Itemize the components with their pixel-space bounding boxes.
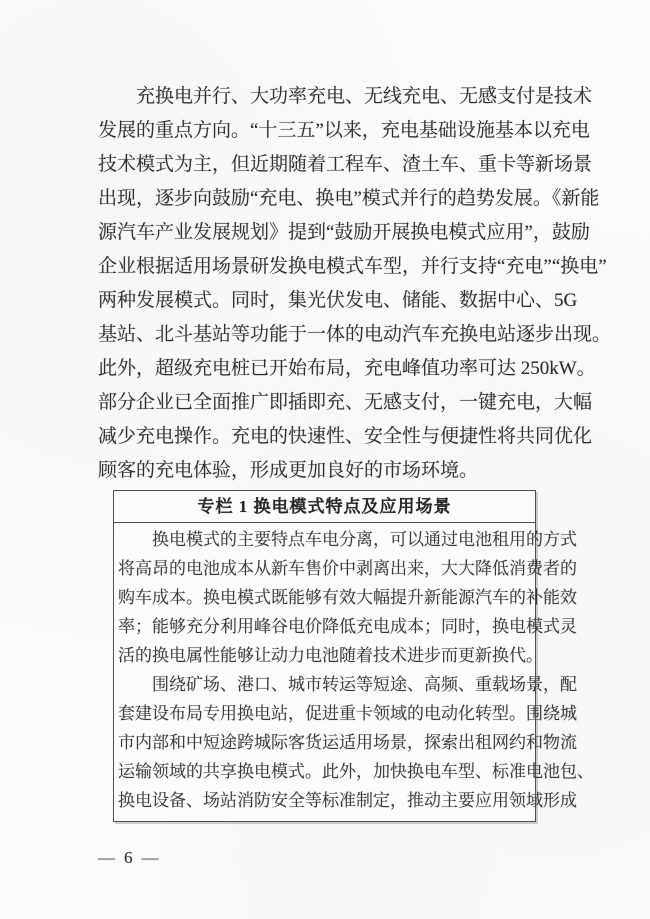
callout-box-title: 专栏 1 换电模式特点及应用场景	[114, 491, 535, 523]
text-line: 套建设布局专用换电站，促进重卡领域的电动化转型。围绕城	[118, 704, 577, 723]
callout-box-body	[114, 523, 594, 821]
text-line: 换电设备、场站消防安全等标准制定，推动主要应用领域形成	[118, 791, 577, 810]
text-line: 两种发展模式。同时，集光伏发电、储能、数据中心、5G	[98, 290, 578, 311]
text-line: 将高昂的电池成本从新车售价中剥离出来，大大降低消费者的	[118, 559, 577, 578]
text-line: 充换电并行、大功率充电、无线充电、无感支付是技术	[136, 86, 593, 107]
text-line: 出现，逐步向鼓励“充电、换电”模式并行的趋势发展。《新能	[98, 188, 600, 209]
text-line: 此外，超级充电桩已开始布局，充电峰值功率可达 250kW。	[98, 358, 596, 379]
body-paragraph	[98, 80, 612, 488]
text-line: 市内部和中短途跨城际客货运适用场景，探索出租网约和物流	[118, 733, 577, 752]
text-line: 技术模式为主，但近期随着工程车、渣土车、重卡等新场景	[98, 154, 593, 175]
text-line: 源汽车产业发展规划》提到“鼓励开展换电模式应用”，鼓励	[98, 222, 590, 243]
text-line: 率；能够充分利用峰谷电价降低充电成本；同时，换电模式灵	[118, 617, 577, 636]
text-line: 运输领域的共享换电模式。此外，加快换电车型、标准电池包、	[118, 762, 594, 781]
text-line: 换电模式的主要特点车电分离，可以通过电池租用的方式	[152, 530, 577, 549]
page-number: 6	[124, 848, 133, 867]
page-footer	[98, 848, 550, 868]
footer-dash-left: —	[98, 848, 115, 867]
text-line: 顾客的充电体验，形成更加良好的市场环境。	[98, 460, 479, 481]
text-line: 活的换电属性能够让动力电池随着技术进步而更新换代。	[118, 646, 543, 665]
footer-dash-right: —	[141, 848, 159, 867]
text-line: 围绕矿场、港口、城市转运等短途、高频、重载场景，配	[152, 675, 577, 694]
text-line: 发展的重点方向。“十三五”以来，充电基础设施基本以充电	[98, 120, 590, 141]
text-line: 购车成本。换电模式既能够有效大幅提升新能源汽车的补能效	[118, 588, 577, 607]
callout-box	[113, 490, 594, 822]
text-line: 减少充电操作。充电的快速性、安全性与便捷性将共同优化	[98, 426, 593, 447]
text-line: 基站、北斗基站等功能于一体的电动汽车充换电站逐步出现。	[98, 324, 612, 345]
text-line: 部分企业已全面推广即插即充、无感支付，一键充电，大幅	[98, 392, 593, 413]
text-line: 企业根据适用场景研发换电模式车型，并行支持“充电”“换电”	[98, 256, 607, 277]
